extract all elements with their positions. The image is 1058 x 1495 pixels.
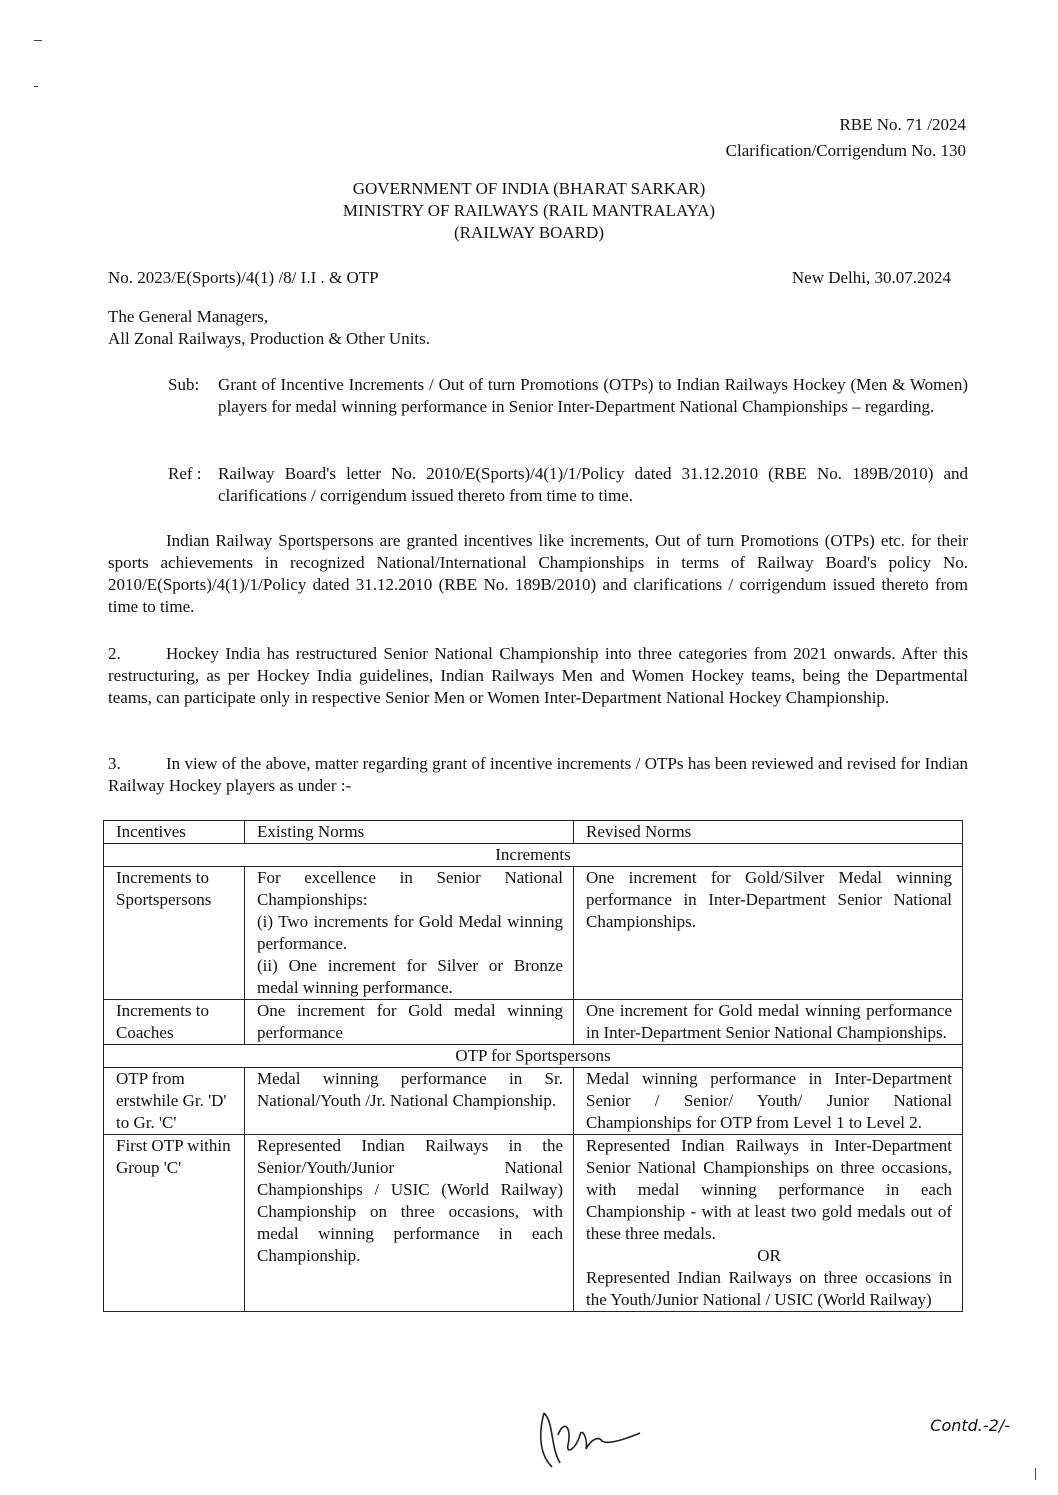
paragraph-2 — [108, 643, 968, 709]
letterhead-line3: (RAILWAY BOARD) — [453, 223, 604, 242]
addressee-line2: All Zonal Railways, Production & Other Units. — [108, 329, 431, 348]
subject-label: Sub: — [168, 375, 200, 394]
column-header: Existing Norms — [245, 821, 574, 844]
paragraph-2-text: Hockey India has restructured Senior National Championship into three categories from 2021 onwards. After this restructuring, as per Hockey India guidelines, Indian Railways Men and Women Hockey teams, being the Departmental teams, can participate only in respective Senior Men or Women Inter-Department National Hockey Championship. — [108, 644, 968, 707]
revised-norms-cell: Medal winning performance in Inter-Department Senior / Senior/ Youth/ Junior National Championships for OTP from Level 1 to Level 2. — [574, 1068, 963, 1135]
revised-option-b: Represented Indian Railways on three occasions in the Youth/Junior National / USIC (World Railway) — [586, 1268, 952, 1309]
addressee-line1: The General Managers, — [108, 307, 269, 326]
incentive-cell: OTP from erstwhile Gr. 'D' to Gr. 'C' — [104, 1068, 245, 1135]
incentive-cell: Increments to Sportspersons — [104, 867, 245, 1000]
incentive-cell: First OTP within Group 'C' — [104, 1135, 245, 1312]
paragraph-3-text: In view of the above, matter regarding grant of incentive increments / OTPs has been reviewed and revised for Indian Railway Hockey players as under :- — [108, 754, 968, 795]
letterhead — [0, 178, 1058, 244]
addressee — [108, 306, 430, 350]
reference-label: Ref : — [168, 464, 202, 483]
incentive-cell: Increments to Coaches — [104, 1000, 245, 1045]
existing-item-ii: (ii) One increment for Silver or Bronze medal winning performance. — [257, 956, 563, 997]
paragraph-1: Indian Railway Sportspersons are granted incentives like increments, Out of turn Promotions (OTPs) etc. for their sports achievements in recognized National/International Championships in terms of Railway Board's policy No. 2010/E(Sports)/4(1)/1/Policy dated 31.12.2010 (RBE No. 189B/2010) and clarifications / corrigendum issued thereto from time to time. — [108, 531, 968, 616]
existing-norms-cell: Represented Indian Railways in the Senior/Youth/Junior National Championships / USIC (World Railway) Championship on three occasions, with medal winning performance in each Championship. — [245, 1135, 574, 1312]
revised-norms-cell: One increment for Gold medal winning performance in Inter-Department Senior National Championships. — [574, 1000, 963, 1045]
existing-norms-cell: Medal winning performance in Sr. National/Youth /Jr. National Championship. — [245, 1068, 574, 1135]
existing-intro: For excellence in Senior National Championships: — [257, 868, 563, 909]
existing-item-i: (i) Two increments for Gold Medal winning performance. — [257, 912, 563, 953]
letter-number: No. 2023/E(Sports)/4(1) /8/ I.I . & OTP — [108, 268, 379, 287]
signature-icon — [530, 1405, 650, 1475]
letterhead-line1: GOVERNMENT OF INDIA (BHARAT SARKAR) — [352, 179, 706, 198]
revised-option-a: Represented Indian Railways in Inter-Department Senior National Championships on three occasions, with medal winning performance in each Championship - with at least two gold medals out of these three medals. — [586, 1136, 952, 1243]
existing-norms-cell — [245, 867, 574, 1000]
clarification-number: Clarification/Corrigendum No. 130 — [725, 141, 966, 160]
scan-mark — [34, 40, 42, 41]
letter-date: New Delhi, 30.07.2024 — [791, 268, 951, 287]
paragraph-3-number: 3. — [108, 754, 121, 773]
incentives-table — [103, 820, 963, 1312]
subject — [168, 374, 968, 418]
rbe-block — [726, 112, 966, 164]
table-row — [104, 1000, 963, 1045]
section-increments: Increments — [104, 844, 963, 867]
table-row — [104, 1068, 963, 1135]
continued-note: Contd.-2/- — [930, 1416, 1010, 1435]
table-header-row — [104, 821, 963, 844]
revised-norms-cell — [574, 1135, 963, 1312]
scan-mark — [34, 86, 38, 87]
table-section-row — [104, 844, 963, 867]
table-section-row — [104, 1045, 963, 1068]
existing-norms-cell: One increment for Gold medal winning performance — [245, 1000, 574, 1045]
table-row — [104, 1135, 963, 1312]
reference — [168, 463, 968, 507]
reference-text: Railway Board's letter No. 2010/E(Sports)/4(1)/1/Policy dated 31.12.2010 (RBE No. 189B/2010) and clarifications / corrigendum issued thereto from time to time. — [218, 464, 968, 505]
paragraph-3 — [108, 753, 968, 797]
column-header: Revised Norms — [574, 821, 963, 844]
or-separator: OR — [757, 1246, 781, 1265]
revised-norms-cell: One increment for Gold/Silver Medal winning performance in Inter-Department Senior National Championships. — [574, 867, 963, 1000]
table-row — [104, 867, 963, 1000]
subject-text: Grant of Incentive Increments / Out of turn Promotions (OTPs) to Indian Railways Hockey (Men & Women) players for medal winning performance in Senior Inter-Department National Championships – regarding. — [218, 375, 968, 416]
letterhead-line2: MINISTRY OF RAILWAYS (RAIL MANTRALAYA) — [342, 201, 716, 220]
paragraph-2-number: 2. — [108, 644, 121, 663]
column-header: Incentives — [104, 821, 245, 844]
section-otp: OTP for Sportspersons — [104, 1045, 963, 1068]
scan-mark — [1035, 1468, 1036, 1480]
rbe-number: RBE No. 71 /2024 — [839, 115, 966, 134]
